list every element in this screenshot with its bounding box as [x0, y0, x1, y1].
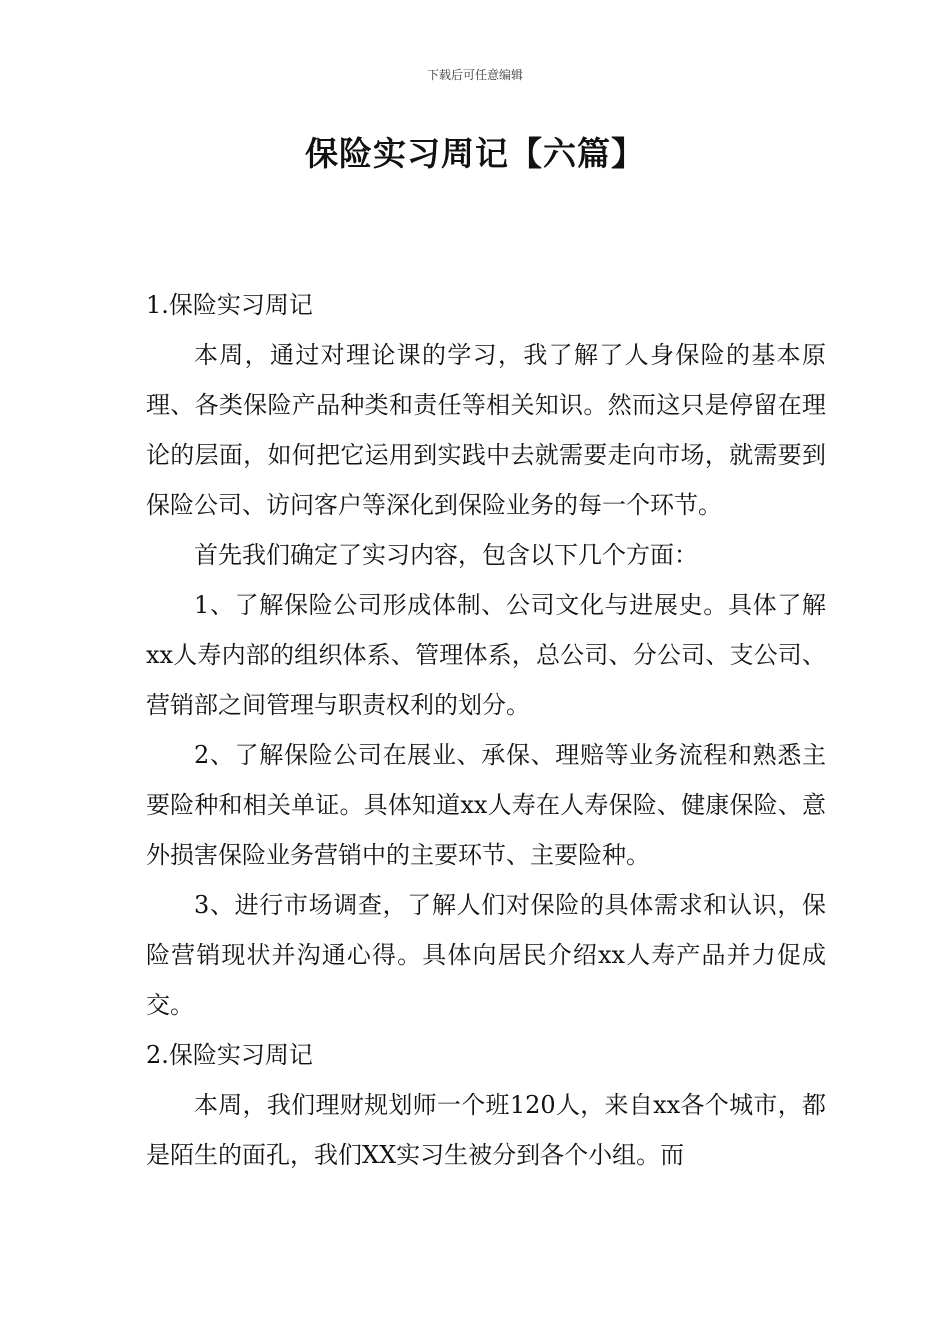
- section-heading: 1.保险实习周记: [146, 291, 313, 319]
- list-paragraph: 1、了解保险公司形成体制、公司文化与进展史。具体了解xx人寿内部的组织体系、管理体系，总公司、分公司、支公司、营销部之间管理与职责权利的划分。: [146, 591, 826, 719]
- document-body: [146, 280, 826, 1180]
- document-title: 保险实习周记【六篇】: [305, 134, 645, 173]
- paragraph: 本周，我们理财规划师一个班120人，来自xx各个城市，都是陌生的面孔，我们XX实习生被分到各个小组。而: [146, 1091, 826, 1169]
- list-paragraph: 2、了解保险公司在展业、承保、理赔等业务流程和熟悉主要险种和相关单证。具体知道xx人寿在人寿保险、健康保险、意外损害保险业务营销中的主要环节、主要险种。: [146, 741, 826, 869]
- paragraph: 本周，通过对理论课的学习，我了解了人身保险的基本原理、各类保险产品种类和责任等相关知识。然而这只是停留在理论的层面，如何把它运用到实践中去就需要走向市场，就需要到保险公司、访问客户等深化到保险业务的每一个环节。: [146, 341, 826, 519]
- paragraph: 首先我们确定了实习内容，包含以下几个方面：: [194, 541, 698, 569]
- list-paragraph: 3、进行市场调查，了解人们对保险的具体需求和认识，保险营销现状并沟通心得。具体向居民介绍xx人寿产品并力促成交。: [146, 891, 826, 1019]
- header-note: 下载后可任意编辑: [426, 68, 523, 82]
- section-heading: 2.保险实习周记: [146, 1041, 313, 1069]
